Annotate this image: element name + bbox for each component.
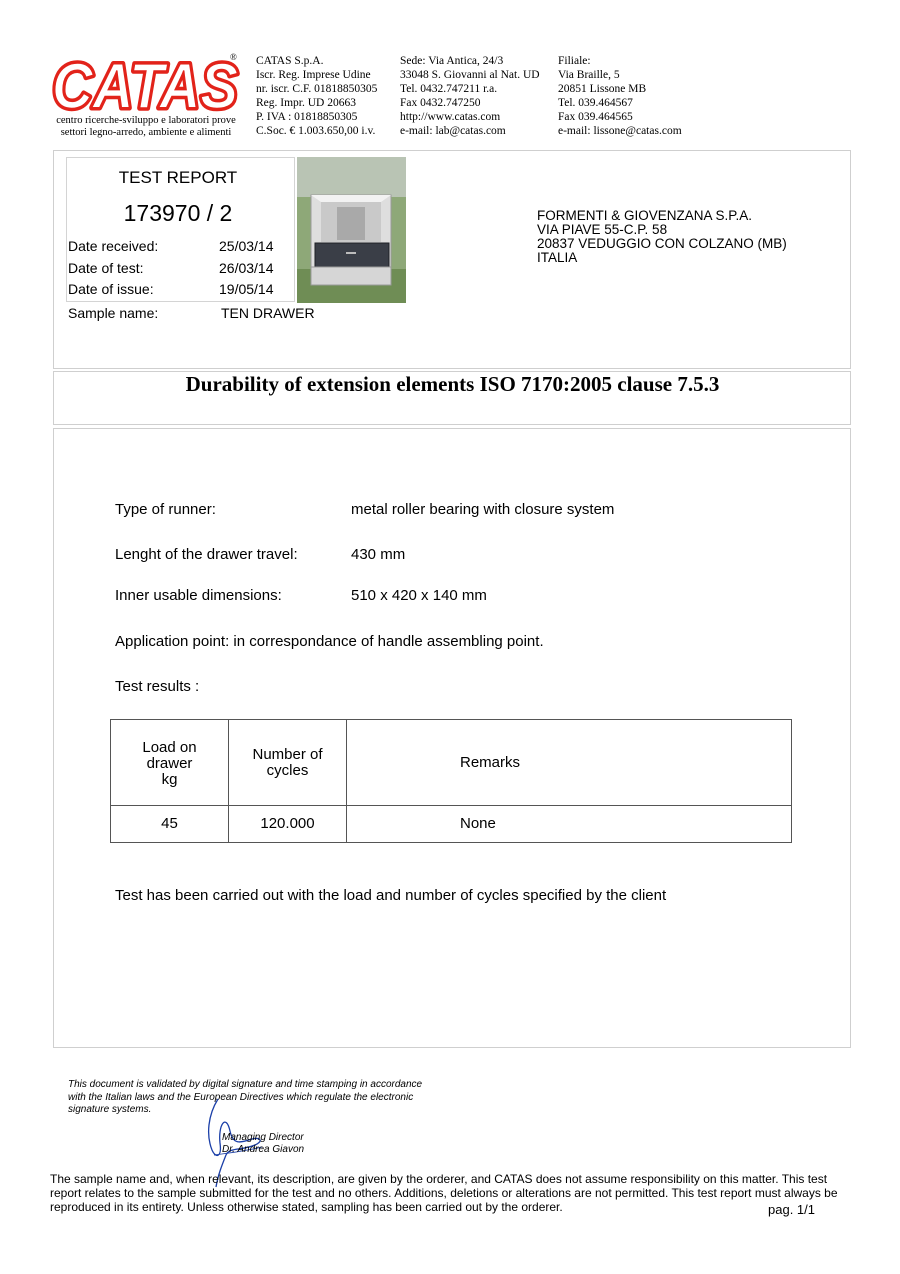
branch-fax: Fax 039.464565 [558,111,633,123]
hq-phone: Tel. 0432.747211 r.a. [400,83,498,95]
report-title: TEST REPORT [118,168,238,187]
svg-text:CATAS: CATAS [52,52,239,116]
page-number: pag. 1/1 [768,1202,815,1217]
validation-note: This document is validated by digital signature and time stamping in accordance with the Italian laws and the European Directives which regulate the electronic signature systems. [68,1079,423,1115]
registered-mark: ® [230,52,237,62]
company-capital: C.Soc. € 1.003.650,00 i.v. [256,125,376,137]
branch-info [558,54,682,138]
svg-text:CATAS: CATAS [52,52,239,116]
application-point: Application point: in correspondance of handle assembling point. [115,633,544,650]
company-reg-number: Reg. Impr. UD 20663 [256,97,356,109]
runner-type-value: metal roller bearing with closure system [351,501,615,518]
company-info [256,54,377,138]
header-load: Load on drawer kg [111,720,229,806]
conclusion-text: Test has been carried out with the load and number of cycles specified by the client [115,887,667,904]
signatory-name: Dr. Andrea Giavon [222,1144,305,1155]
company-tax-code: nr. iscr. C.F. 01818850305 [256,83,378,95]
sample-photo [297,157,406,303]
date-of-issue-label: Date of issue: [68,281,154,297]
date-received-label: Date received: [68,238,159,254]
company-vat: P. IVA : 01818850305 [256,111,358,123]
hq-fax: Fax 0432.747250 [400,97,481,109]
report-number: 173970 / 2 [123,200,233,226]
signatory-role: Managing Director [222,1132,304,1143]
hq-city: 33048 S. Giovanni al Nat. UD [400,69,540,81]
branch-city: 20851 Lissone MB [558,83,647,95]
client-country: ITALIA [537,250,578,265]
inner-dimensions-label: Inner usable dimensions: [115,587,282,604]
table-header-row [111,720,792,806]
branch-label: Filiale: [558,55,591,67]
sample-name-value: TEN DRAWER [221,305,315,321]
drawer-travel-value: 430 mm [351,546,406,563]
logo-tagline-line-1: centro ricerche-sviluppo e laboratori prove [56,115,236,126]
sample-name-label: Sample name: [68,305,159,321]
client-street: VIA PIAVE 55-C.P. 58 [537,222,668,237]
catas-logo [50,52,240,116]
test-results-label: Test results : [115,678,200,695]
company-registry: Iscr. Reg. Imprese Udine [256,69,371,81]
header-cycles: Number of cycles [229,720,347,806]
disclaimer: The sample name and, when relevant, its description, are given by the orderer, and CATAS does not assume responsibility on this matter. This test report relates to the sample submitted for the test and no others. Additions, deletions or alterations are not permitted. This test report must always be reproduced in its entirety. Unless otherwise stated, sampling has been carried out by the orderer. [50,1172,838,1214]
branch-address: Via Braille, 5 [558,69,620,81]
logo-tagline-line-2: settori legno-arredo, ambiente e alimenti [60,127,232,138]
date-of-issue-value: 19/05/14 [219,281,274,297]
runner-type-label: Type of runner: [115,501,216,518]
client-city: 20837 VEDUGGIO CON COLZANO (MB) [537,236,787,251]
cell-remarks: None [347,806,792,843]
header-remarks: Remarks [347,720,792,806]
branch-phone: Tel. 039.464567 [558,97,633,109]
hq-website: http://www.catas.com [400,111,501,123]
date-received-value: 25/03/14 [219,238,274,254]
company-name: CATAS S.p.A. [256,55,324,67]
table-row [111,806,792,843]
branch-email: e-mail: lissone@catas.com [558,125,682,137]
client-name: FORMENTI & GIOVENZANA S.P.A. [537,208,753,223]
cell-cycles: 120.000 [229,806,347,843]
date-of-test-value: 26/03/14 [219,260,274,276]
hq-email: e-mail: lab@catas.com [400,125,506,137]
document-title: Durability of extension elements ISO 7170:2005 clause 7.5.3 [185,372,720,396]
inner-dimensions-value: 510 x 420 x 140 mm [351,587,487,604]
hq-address: Sede: Via Antica, 24/3 [400,55,504,67]
date-of-test-label: Date of test: [68,260,144,276]
drawer-travel-label: Lenght of the drawer travel: [115,546,298,563]
headquarters-info [400,54,540,138]
cell-load: 45 [111,806,229,843]
results-table [110,719,792,843]
